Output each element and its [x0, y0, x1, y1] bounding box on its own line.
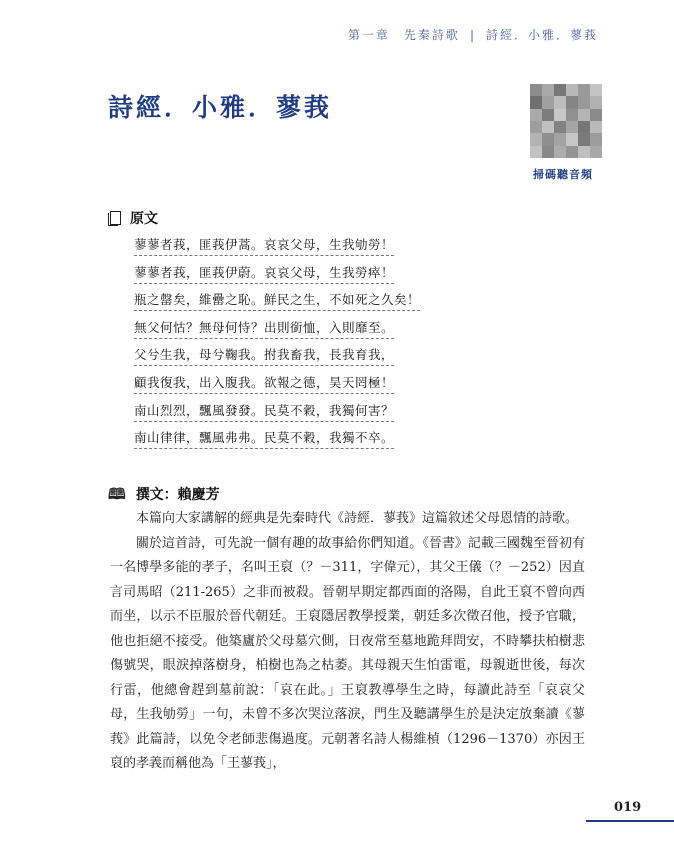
- qr-pixel: [590, 146, 602, 158]
- poem-line-text: 顧我復我，出入腹我。欲報之德，昊天罔極！: [134, 375, 394, 394]
- qr-pixel: [566, 133, 578, 145]
- poem-line: [134, 286, 420, 314]
- poem-line-text: 瓶之罄矣，維罍之恥。鮮民之生，不如死之久矣！: [134, 292, 420, 311]
- running-head-separator: |: [469, 28, 476, 42]
- qr-pixel: [590, 109, 602, 121]
- qr-pixel: [578, 84, 590, 96]
- qr-pixel: [542, 133, 554, 145]
- running-head-chapter: 第一章 先秦詩歌: [347, 28, 460, 42]
- commentary-body: [110, 507, 585, 777]
- qr-pixel: [530, 96, 542, 108]
- poem-line: [134, 424, 420, 452]
- document-icon: [108, 211, 120, 225]
- qr-pixel: [566, 84, 578, 96]
- poem-line: [134, 259, 420, 287]
- qr-pixel: [578, 121, 590, 133]
- commentary-paragraph: 關於這首詩，可先說一個有趣的故事給你們知道。《晉書》記載三國魏至晉初有一名博學多能的孝子，名叫王裒（？－311，字偉元），其父王儀（？－252）因直言司馬昭（211-265）之非而被殺。晉朝早期定都西面的洛陽，自此王裒不曾向西而坐，以示不臣服於晉代朝廷。王裒隱居教學授業，朝廷多次徵召他，授予官職，他也拒絕不接受。他築廬於父母墓穴側，日夜常至墓地跪拜問安，不時攀扶柏樹悲傷號哭，眼淚掉落樹身，柏樹也為之枯萎。其母親天生怕雷電，母親逝世後，每次行雷，他總會趕到墓前說：「哀在此。」王裒教導學生之時，每讀此詩至「哀哀父母，生我劬勞」一句，未曾不多次哭泣落淚，門生及聽講學生於是決定放棄讀《蓼莪》此篇詩，以免令老師悲傷過度。元朝著名詩人楊維楨（1296－1370）亦因王裒的孝義而稱他為「王蓼莪」，: [110, 535, 585, 771]
- page-number: 019: [614, 800, 642, 815]
- poem-line: [134, 231, 420, 259]
- qr-pixel: [542, 109, 554, 121]
- running-head: [348, 26, 598, 43]
- poem-line-text: 南山烈烈，飄風發發。民莫不穀，我獨何害？: [134, 403, 394, 422]
- qr-pixel: [530, 146, 542, 158]
- poem-lines: [134, 231, 420, 452]
- qr-pixel: [566, 146, 578, 158]
- qr-pixel: [554, 133, 566, 145]
- original-text-heading: [108, 208, 158, 228]
- commentary-heading: [108, 484, 220, 504]
- qr-pixel: [542, 84, 554, 96]
- qr-pixel: [578, 146, 590, 158]
- qr-pixel: [554, 109, 566, 121]
- page-number-rule: [586, 820, 674, 822]
- qr-pixel: [530, 84, 542, 96]
- poem-line: [134, 314, 420, 342]
- qr-pixel: [554, 96, 566, 108]
- qr-pixel: [530, 121, 542, 133]
- qr-pixel: [566, 121, 578, 133]
- qr-pixel: [554, 121, 566, 133]
- poem-line: [134, 369, 420, 397]
- poem-line: [134, 341, 420, 369]
- qr-pixel: [542, 96, 554, 108]
- commentary-heading-label: 撰文：賴慶芳: [135, 487, 220, 503]
- qr-pixel: [578, 133, 590, 145]
- qr-pixel: [590, 133, 602, 145]
- qr-pixel: [530, 109, 542, 121]
- commentary-paragraph: 本篇向大家講解的經典是先秦時代《詩經．蓼莪》這篇敘述父母恩情的詩歌。: [136, 511, 579, 526]
- qr-pixel: [590, 121, 602, 133]
- running-head-section: 詩經．小雅．蓼莪: [485, 28, 598, 42]
- qr-pixel: [554, 84, 566, 96]
- poem-line-text: 蓼蓼者莪，匪莪伊蔚。哀哀父母，生我勞瘁！: [134, 265, 394, 284]
- poem-line-text: 父兮生我，母兮鞠我。拊我畜我，長我育我，: [134, 347, 394, 366]
- qr-pixel: [566, 109, 578, 121]
- qr-caption: 掃碼聽音頻: [533, 168, 593, 181]
- original-text-heading-label: 原文: [130, 211, 158, 227]
- qr-pixel: [590, 96, 602, 108]
- qr-pixel: [554, 146, 566, 158]
- open-book-icon: 🕮: [108, 484, 126, 503]
- qr-code-icon[interactable]: [530, 84, 602, 158]
- poem-line-text: 無父何怙？無母何恃？出則銜恤，入則靡至。: [134, 320, 394, 339]
- page-title: 詩經．小雅．蓼莪: [108, 93, 333, 122]
- poem-line: [134, 397, 420, 425]
- qr-pixel: [542, 121, 554, 133]
- poem-line-text: 蓼蓼者莪，匪莪伊蒿。哀哀父母，生我劬勞！: [134, 237, 394, 256]
- poem-line-text: 南山律律，飄風弗弗。民莫不穀，我獨不卒。: [134, 430, 394, 449]
- qr-pixel: [530, 133, 542, 145]
- qr-pixel: [578, 96, 590, 108]
- qr-pixel: [566, 96, 578, 108]
- qr-pixel: [590, 84, 602, 96]
- qr-pixel: [578, 109, 590, 121]
- qr-pixel: [542, 146, 554, 158]
